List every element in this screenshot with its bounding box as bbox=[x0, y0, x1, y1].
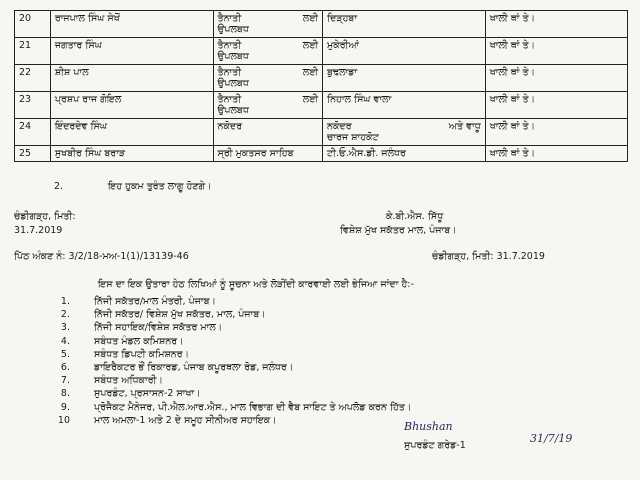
officer-name: ਸ਼ੀਸ਼ ਪਾਲ bbox=[54, 67, 89, 78]
current-post-text: ਤੈਨਾਤੀ bbox=[217, 13, 242, 24]
current-post-text: ਤੈਨਾਤੀ bbox=[217, 94, 242, 105]
endorsement-date: ਚੰਡੀਗੜ੍ਹ, ਮਿਤੀ: 31.7.2019 bbox=[432, 251, 545, 262]
officer-name-cell bbox=[50, 65, 213, 92]
current-post-line bbox=[218, 13, 319, 24]
table-row bbox=[15, 146, 628, 162]
current-post-cell bbox=[213, 65, 323, 92]
officer-name: ਇੰਦਰਦੇਵ ਸਿੰਘ bbox=[54, 121, 107, 132]
vacancy-status: ਖਾਲੀ ਥਾਂ ਤੇ। bbox=[489, 148, 535, 159]
officer-name-cell bbox=[50, 92, 213, 119]
current-post-text: ਲਈ bbox=[302, 94, 319, 105]
current-post-text: ਤੈਨਾਤੀ bbox=[217, 40, 242, 51]
signatory-name: ਕੇ.ਬੀ.ਐਸ. ਸਿੱਧੂ bbox=[386, 211, 444, 222]
list-item-number: 4. bbox=[60, 335, 70, 347]
list-item-number: 6. bbox=[60, 362, 70, 373]
current-post-line bbox=[218, 105, 319, 116]
current-post-text: ਉਪਲਬਧ bbox=[217, 78, 249, 89]
list-item-number: 7. bbox=[60, 375, 70, 387]
para-2-text: ਇਹ ਹੁਕਮ ਤੁਰੰਤ ਲਾਗੂ ਹੋਣਗੇ। bbox=[108, 181, 212, 192]
new-posting-cell bbox=[323, 146, 486, 162]
status-cell bbox=[485, 11, 627, 38]
current-post-text: ਤੈਨਾਤੀ bbox=[217, 67, 242, 78]
current-post-cell bbox=[213, 146, 323, 162]
table-row bbox=[15, 65, 628, 92]
current-post-text: ਨਕੋਦਰ bbox=[217, 121, 243, 132]
row-number-cell bbox=[15, 146, 51, 162]
signatory-title: ਵਿਸ਼ੇਸ਼ ਮੁੱਖ ਸਕੱਤਰ ਮਾਲ, ਪੰਜਾਬ। bbox=[340, 225, 457, 236]
current-post-cell bbox=[213, 119, 323, 146]
row-number: 21 bbox=[19, 40, 32, 51]
new-posting-line bbox=[327, 121, 481, 132]
current-post-text: ਲਈ bbox=[302, 67, 319, 78]
new-posting-text: ਅਤੇ ਵਾਧੂ bbox=[448, 121, 481, 132]
officer-name: ਸੁਖਬੀਰ ਸਿੰਘ ਬਰਾੜ bbox=[54, 148, 126, 159]
list-item: ਸਬੰਧਤ ਅਧਿਕਾਰੀ। bbox=[94, 375, 163, 387]
list-item-number: 3. bbox=[60, 322, 70, 334]
status-cell bbox=[485, 146, 627, 162]
list-item-number: 8. bbox=[60, 388, 70, 400]
list-item: ਸਬੰਧਤ ਮੰਡਲ ਕਮਿਸ਼ਨਰ। bbox=[94, 335, 184, 347]
current-post-text: ਸ੍ਰੀ ਮੁਕਤਸਰ ਸਾਹਿਬ bbox=[217, 148, 294, 159]
officer-name: ਜਗਤਾਰ ਸਿੰਘ bbox=[54, 40, 102, 51]
handwritten-signature: Bhushan bbox=[404, 420, 453, 433]
copy-intro: ਇਸ ਦਾ ਇਕ ਉਤਾਰਾ ਹੇਠ ਲਿਖਿਆਂ ਨੂੰ ਸੂਚਨਾ ਅਤੇ ਲੋੜੀਂਦੀ ਕਾਰਵਾਈ ਲਈ ਭੇਜਿਆ ਜਾਂਦਾ ਹੈ:- bbox=[98, 279, 414, 290]
list-item-number: 5. bbox=[60, 348, 70, 360]
table-row bbox=[15, 92, 628, 119]
status-cell bbox=[485, 38, 627, 65]
new-posting-line bbox=[327, 148, 481, 159]
new-posting-text: ਚਾਰਜ ਸ਼ਾਹਕੋਟ bbox=[327, 132, 379, 143]
new-posting-line bbox=[327, 132, 481, 143]
endorsement-number: ਪਿੱਠ ਅੰਕਣ ਨੰ: 3/2/18-ਮਅ-1(1)/13139-46 bbox=[14, 251, 189, 262]
officer-name: ਰਾਜਪਾਲ ਸਿੰਘ ਸੇਖੋਂ bbox=[54, 13, 120, 24]
current-post-line bbox=[218, 148, 319, 159]
new-posting-cell bbox=[323, 38, 486, 65]
current-post-line bbox=[218, 94, 319, 105]
current-post-line bbox=[218, 40, 319, 51]
officer-name-cell bbox=[50, 11, 213, 38]
table-row bbox=[15, 11, 628, 38]
vacancy-status: ਖਾਲੀ ਥਾਂ ਤੇ। bbox=[489, 67, 535, 78]
row-number: 23 bbox=[19, 94, 32, 105]
current-post-text: ਉਪਲਬਧ bbox=[217, 105, 249, 116]
list-item: ਸਬੰਧਤ ਡਿਪਟੀ ਕਮਿਸ਼ਨਰ। bbox=[94, 348, 190, 360]
current-post-line bbox=[218, 67, 319, 78]
current-post-line bbox=[218, 121, 319, 132]
new-posting-text: ਟੀ.ਓ.ਐਸ.ਡੀ. ਜਲੰਧਰ bbox=[327, 148, 406, 159]
vacancy-status: ਖਾਲੀ ਥਾਂ ਤੇ। bbox=[489, 40, 535, 51]
list-item-number: 2. bbox=[60, 309, 70, 321]
current-post-cell bbox=[213, 11, 323, 38]
current-post-text: ਲਈ bbox=[302, 13, 319, 24]
current-post-text: ਲਈ bbox=[302, 40, 319, 51]
list-item: ਨਿੱਜੀ ਸਕੱਤਰ/ਮਾਲ ਮੰਤਰੀ, ਪੰਜਾਬ। bbox=[94, 296, 216, 307]
new-posting-text: ਦਿੜ੍ਹਬਾ bbox=[327, 13, 358, 24]
status-cell bbox=[485, 119, 627, 146]
current-post-cell bbox=[213, 92, 323, 119]
new-posting-text: ਮੁਕੇਰੀਆਂ bbox=[327, 40, 359, 51]
table-row bbox=[15, 119, 628, 146]
status-cell bbox=[485, 92, 627, 119]
new-posting-line bbox=[327, 94, 481, 105]
current-post-text: ਉਪਲਬਧ bbox=[217, 51, 249, 62]
new-posting-line bbox=[327, 13, 481, 24]
new-posting-text: ਬੁਢਲਾਡਾ bbox=[327, 67, 358, 78]
list-item: ਸੁਪਰਡੰਟ, ਪ੍ਰਸਾਸਨ-2 ਸਾਖਾ। bbox=[94, 388, 201, 400]
current-post-line bbox=[218, 24, 319, 35]
row-number-cell bbox=[15, 92, 51, 119]
list-item-number: 1. bbox=[60, 296, 70, 307]
new-posting-line bbox=[327, 67, 481, 78]
row-number: 25 bbox=[19, 148, 32, 159]
row-number: 20 bbox=[19, 13, 32, 24]
table-row bbox=[15, 38, 628, 65]
new-posting-cell bbox=[323, 11, 486, 38]
officer-name-cell bbox=[50, 38, 213, 65]
current-post-line bbox=[218, 78, 319, 89]
list-item-number: 10 bbox=[57, 414, 70, 426]
current-post-line bbox=[218, 51, 319, 62]
list-item-number: 9. bbox=[60, 401, 70, 413]
list-item: ਨਿੱਜੀ ਸਕੱਤਰ/ ਵਿਸ਼ੇਸ਼ ਮੁੱਖ ਸਕੱਤਰ, ਮਾਲ, ਪੰਜਾਬ। bbox=[94, 309, 266, 321]
place-date-value: 31.7.2019 bbox=[14, 225, 63, 236]
list-item: ਡਾਇਰੈਕਟਰ ਭੌਂ ਰਿਕਾਰਡ, ਪੰਜਾਬ ਕਪੂਰਥਲਾ ਰੋਡ, ਜਲੰਧਰ। bbox=[94, 362, 294, 373]
officer-name-cell bbox=[50, 119, 213, 146]
officer-name-cell bbox=[50, 146, 213, 162]
vacancy-status: ਖਾਲੀ ਥਾਂ ਤੇ। bbox=[489, 13, 535, 24]
new-posting-cell bbox=[323, 119, 486, 146]
vacancy-status: ਖਾਲੀ ਥਾਂ ਤੇ। bbox=[489, 121, 535, 132]
current-post-cell bbox=[213, 38, 323, 65]
row-number-cell bbox=[15, 11, 51, 38]
officer-name: ਪ੍ਰਸ਼ਪ ਰਾਜ ਗੋਇਲ bbox=[54, 94, 122, 105]
handwritten-date: 31/7/19 bbox=[530, 432, 573, 445]
new-posting-line bbox=[327, 40, 481, 51]
current-post-text: ਉਪਲਬਧ bbox=[217, 24, 249, 35]
row-number-cell bbox=[15, 38, 51, 65]
list-item: ਪ੍ਰੋਜੈਕਟ ਮੈਨੇਜਰ, ਪੀ.ਐਲ.ਆਰ.ਐਸ., ਮਾਲ ਵਿਭਾਗ ਦੀ ਵੈਬ ਸਾਇਟ ਤੇ ਅਪਲੋਡ ਕਰਨ ਹਿੱਤ। bbox=[94, 401, 412, 413]
new-posting-cell bbox=[323, 92, 486, 119]
new-posting-text: ਨਕੋਦਰ bbox=[327, 121, 352, 132]
para-2-number: 2. bbox=[54, 181, 64, 192]
status-cell bbox=[485, 65, 627, 92]
list-item: ਮਾਲ ਅਮਲਾ-1 ਅਤੇ 2 ਦੇ ਸਮੂਹ ਸੀਨੀਅਰ ਸਹਾਇਕ। bbox=[94, 414, 277, 426]
new-posting-cell bbox=[323, 65, 486, 92]
row-number: 22 bbox=[19, 67, 32, 78]
vacancy-status: ਖਾਲੀ ਥਾਂ ਤੇ। bbox=[489, 94, 535, 105]
row-number-cell bbox=[15, 65, 51, 92]
row-number: 24 bbox=[19, 121, 32, 132]
transfer-table bbox=[14, 10, 628, 162]
list-item: ਨਿੱਜੀ ਸਹਾਇਕ/ਵਿਸ਼ੇਸ਼ ਸਕੱਤਰ ਮਾਲ। bbox=[94, 322, 223, 334]
place-date-label: ਚੰਡੀਗੜ੍ਹ, ਮਿਤੀ: bbox=[14, 211, 76, 222]
new-posting-text: ਨਿਹਾਲ ਸਿੰਘ ਵਾਲਾ bbox=[327, 94, 392, 105]
row-number-cell bbox=[15, 119, 51, 146]
superintendent-title: ਸੁਪਰਡੰਟ ਗਰੇਡ-1 bbox=[404, 440, 466, 451]
